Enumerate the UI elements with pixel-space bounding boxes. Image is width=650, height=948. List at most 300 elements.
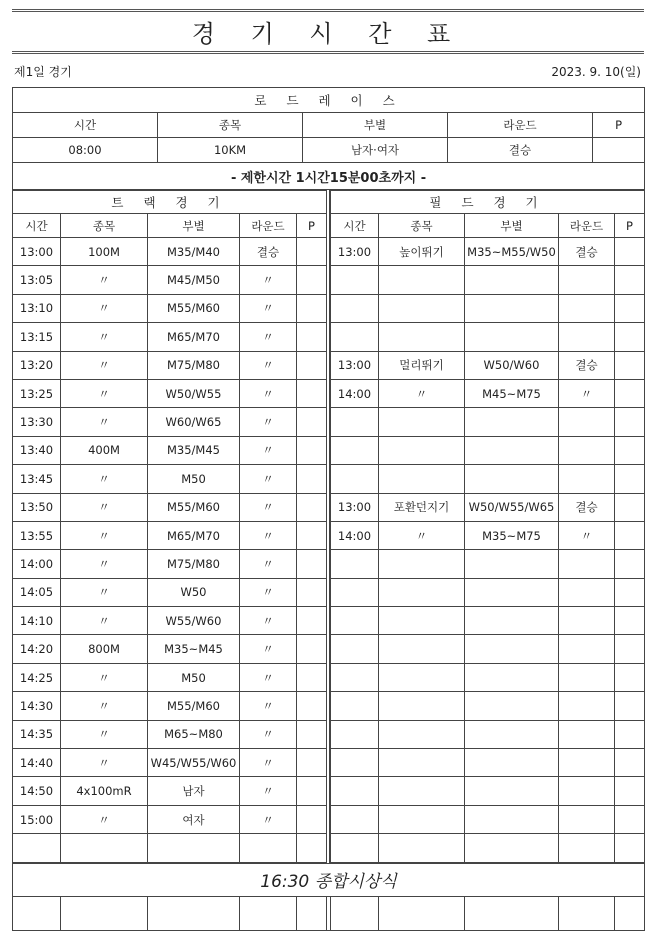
field-row-cell xyxy=(465,805,559,833)
time-limit-note: - 제한시간 1시간15분00초까지 - xyxy=(13,163,645,190)
field-row xyxy=(331,493,645,521)
track-row-cell: 〃 xyxy=(240,692,297,720)
field-row-cell xyxy=(559,749,615,777)
field-row-cell: 결승 xyxy=(559,351,615,379)
field-row-cell: M35~M75 xyxy=(465,521,559,549)
field-row-cell: 멀리뛰기 xyxy=(379,351,465,379)
track-row xyxy=(13,379,327,407)
field-row xyxy=(331,550,645,578)
track-row-cell xyxy=(297,777,327,805)
track-row-cell: M45/M50 xyxy=(148,266,240,294)
track-row-cell: 〃 xyxy=(61,266,148,294)
field-row-cell xyxy=(615,323,645,351)
track-row-cell xyxy=(13,834,61,862)
field-row-cell xyxy=(379,749,465,777)
track-row xyxy=(13,777,327,805)
track-row-cell: 〃 xyxy=(61,692,148,720)
track-row-cell: M50 xyxy=(148,465,240,493)
field-row xyxy=(331,294,645,322)
track-row xyxy=(13,436,327,464)
field-row-cell xyxy=(331,692,379,720)
road-race-title: 로 드 레 이 스 xyxy=(13,88,645,113)
field-row-cell xyxy=(559,692,615,720)
field-row-cell xyxy=(379,465,465,493)
field-header-cell: P xyxy=(615,214,645,238)
track-row-cell: 400M xyxy=(61,436,148,464)
field-row-cell xyxy=(615,578,645,606)
track-row-cell xyxy=(297,692,327,720)
track-row-cell: 〃 xyxy=(61,408,148,436)
track-row-cell xyxy=(297,607,327,635)
track-row-cell: 〃 xyxy=(61,521,148,549)
track-row xyxy=(13,805,327,833)
field-row-cell xyxy=(379,323,465,351)
field-row-cell: 〃 xyxy=(379,521,465,549)
track-row-cell: W60/W65 xyxy=(148,408,240,436)
track-row xyxy=(13,323,327,351)
field-row-cell xyxy=(559,294,615,322)
track-row-cell: 〃 xyxy=(240,521,297,549)
field-row xyxy=(331,805,645,833)
track-row-cell: 〃 xyxy=(61,749,148,777)
field-row-cell: 13:00 xyxy=(331,351,379,379)
track-row-cell: 14:30 xyxy=(13,692,61,720)
road-race-table xyxy=(12,87,645,190)
track-row-cell xyxy=(297,805,327,833)
track-row-cell: 13:40 xyxy=(13,436,61,464)
track-row-cell: 〃 xyxy=(240,493,297,521)
track-row xyxy=(13,663,327,691)
track-row-cell: M65/M70 xyxy=(148,521,240,549)
track-row-cell: 14:10 xyxy=(13,607,61,635)
field-row-cell xyxy=(379,578,465,606)
field-row-cell xyxy=(331,720,379,748)
field-row-cell xyxy=(379,834,465,862)
date-label: 2023. 9. 10(일) xyxy=(551,65,641,79)
track-row-cell: 〃 xyxy=(240,777,297,805)
field-row-cell xyxy=(615,465,645,493)
track-row-cell xyxy=(297,578,327,606)
field-row-cell xyxy=(559,805,615,833)
empty-cell xyxy=(240,896,297,930)
track-row-cell xyxy=(297,379,327,407)
field-row-cell xyxy=(615,607,645,635)
field-row-cell xyxy=(465,550,559,578)
track-row-cell: 〃 xyxy=(240,323,297,351)
track-row xyxy=(13,521,327,549)
field-row-cell xyxy=(559,266,615,294)
field-row-cell xyxy=(379,663,465,691)
track-row-cell: M35~M45 xyxy=(148,635,240,663)
field-row-cell xyxy=(559,635,615,663)
field-row-cell xyxy=(379,635,465,663)
track-row-cell: 13:55 xyxy=(13,521,61,549)
track-row-cell: 〃 xyxy=(61,720,148,748)
field-row xyxy=(331,351,645,379)
field-row-cell xyxy=(615,351,645,379)
field-row-cell xyxy=(559,465,615,493)
empty-cell xyxy=(331,896,379,930)
track-row-cell: W55/W60 xyxy=(148,607,240,635)
field-row-cell xyxy=(465,635,559,663)
field-row-cell xyxy=(615,635,645,663)
track-section xyxy=(12,190,326,863)
field-row xyxy=(331,521,645,549)
field-row-cell xyxy=(559,578,615,606)
track-row-cell xyxy=(148,834,240,862)
field-header-cell: 부별 xyxy=(465,214,559,238)
track-row-cell: 〃 xyxy=(61,493,148,521)
events-split xyxy=(12,190,644,863)
track-row-cell: 〃 xyxy=(240,408,297,436)
track-table xyxy=(12,190,327,863)
track-row xyxy=(13,493,327,521)
field-row-cell xyxy=(379,266,465,294)
field-row-cell: 14:00 xyxy=(331,379,379,407)
field-row-cell: 결승 xyxy=(559,238,615,266)
track-header-cell: P xyxy=(297,214,327,238)
field-row-cell xyxy=(615,720,645,748)
field-row-cell: M35~M55/W50 xyxy=(465,238,559,266)
field-row-cell xyxy=(331,663,379,691)
field-row-cell xyxy=(465,323,559,351)
field-row-cell xyxy=(465,465,559,493)
track-row xyxy=(13,294,327,322)
field-row xyxy=(331,323,645,351)
track-row-cell: 13:45 xyxy=(13,465,61,493)
field-row-cell xyxy=(331,834,379,862)
field-row-cell xyxy=(331,323,379,351)
track-row-cell: 13:50 xyxy=(13,493,61,521)
track-row-cell: 〃 xyxy=(240,635,297,663)
field-row-cell xyxy=(559,323,615,351)
track-row xyxy=(13,692,327,720)
field-row-cell xyxy=(615,663,645,691)
field-row-cell xyxy=(559,777,615,805)
track-row-cell xyxy=(240,834,297,862)
field-row-cell xyxy=(615,266,645,294)
field-row-cell xyxy=(331,266,379,294)
field-row-cell xyxy=(331,465,379,493)
track-row-cell: 〃 xyxy=(61,351,148,379)
track-row-cell: 〃 xyxy=(61,323,148,351)
field-row-cell xyxy=(379,692,465,720)
field-row-cell xyxy=(331,550,379,578)
track-row-cell xyxy=(297,408,327,436)
field-row-cell xyxy=(615,493,645,521)
track-row-cell: M75/M80 xyxy=(148,351,240,379)
field-row-cell xyxy=(331,408,379,436)
track-row-cell: 〃 xyxy=(61,465,148,493)
field-row xyxy=(331,692,645,720)
field-row-cell xyxy=(615,238,645,266)
field-row-cell xyxy=(465,436,559,464)
field-row-cell xyxy=(331,777,379,805)
track-row-cell: 800M xyxy=(61,635,148,663)
track-row-cell: M35/M45 xyxy=(148,436,240,464)
track-row-cell: 14:20 xyxy=(13,635,61,663)
road-cell: 결승 xyxy=(448,138,593,163)
field-row-cell: 13:00 xyxy=(331,493,379,521)
field-row-cell xyxy=(331,749,379,777)
track-row-cell: 〃 xyxy=(240,607,297,635)
empty-cell xyxy=(559,896,615,930)
track-row-cell: 〃 xyxy=(61,805,148,833)
track-row-cell: 13:05 xyxy=(13,266,61,294)
track-row-cell xyxy=(297,436,327,464)
track-row-cell: M55/M60 xyxy=(148,493,240,521)
track-row-cell xyxy=(297,266,327,294)
track-row xyxy=(13,550,327,578)
field-row-cell xyxy=(331,607,379,635)
field-row-cell xyxy=(559,408,615,436)
field-row-cell xyxy=(559,436,615,464)
track-row-cell: M55/M60 xyxy=(148,692,240,720)
page-title: 경 기 시 간 표 xyxy=(12,9,644,54)
field-row xyxy=(331,436,645,464)
track-row-cell xyxy=(297,294,327,322)
road-cell: 08:00 xyxy=(13,138,158,163)
field-row xyxy=(331,749,645,777)
track-row xyxy=(13,465,327,493)
day-label: 제1일 경기 xyxy=(14,65,72,79)
field-row-cell xyxy=(465,749,559,777)
field-row-cell xyxy=(615,805,645,833)
track-row-cell: 4x100mR xyxy=(61,777,148,805)
field-row-cell: M45~M75 xyxy=(465,379,559,407)
field-row-cell: 결승 xyxy=(559,493,615,521)
road-header-cell: 라운드 xyxy=(448,113,593,138)
field-row xyxy=(331,266,645,294)
track-row-cell: W45/W55/W60 xyxy=(148,749,240,777)
field-title: 필 드 경 기 xyxy=(331,191,645,214)
field-row xyxy=(331,777,645,805)
track-row-cell: M55/M60 xyxy=(148,294,240,322)
track-header-cell: 라운드 xyxy=(240,214,297,238)
field-row xyxy=(331,379,645,407)
track-row-cell xyxy=(297,238,327,266)
field-row-cell xyxy=(331,805,379,833)
track-header-row xyxy=(13,214,327,238)
track-row-cell xyxy=(297,521,327,549)
field-row-cell xyxy=(379,777,465,805)
track-row-cell: W50 xyxy=(148,578,240,606)
track-row-cell: 〃 xyxy=(240,294,297,322)
field-row-cell xyxy=(559,834,615,862)
track-row-cell: 13:00 xyxy=(13,238,61,266)
track-row xyxy=(13,351,327,379)
field-row-cell xyxy=(615,834,645,862)
road-header-cell: 종목 xyxy=(158,113,303,138)
field-row-cell xyxy=(331,635,379,663)
field-row-cell: 포환던지기 xyxy=(379,493,465,521)
track-row xyxy=(13,266,327,294)
track-row-cell: 〃 xyxy=(240,749,297,777)
track-row-cell: 〃 xyxy=(240,266,297,294)
track-row-cell: 14:05 xyxy=(13,578,61,606)
track-row xyxy=(13,635,327,663)
field-row xyxy=(331,238,645,266)
track-row-cell: 〃 xyxy=(61,294,148,322)
track-row-cell: 〃 xyxy=(240,436,297,464)
field-row-cell xyxy=(465,663,559,691)
field-table xyxy=(330,190,645,863)
track-row-cell xyxy=(297,720,327,748)
track-row-cell: 15:00 xyxy=(13,805,61,833)
track-row-cell: M75/M80 xyxy=(148,550,240,578)
field-row-cell xyxy=(465,692,559,720)
track-row-cell: 결승 xyxy=(240,238,297,266)
track-row xyxy=(13,408,327,436)
track-row-cell: 〃 xyxy=(240,578,297,606)
schedule-document xyxy=(12,87,644,931)
field-row xyxy=(331,578,645,606)
track-row-cell xyxy=(297,323,327,351)
track-row-cell xyxy=(297,550,327,578)
road-data-row xyxy=(13,138,645,163)
road-cell xyxy=(593,138,645,163)
field-row-cell xyxy=(615,550,645,578)
track-row-cell: 여자 xyxy=(148,805,240,833)
track-header-cell: 종목 xyxy=(61,214,148,238)
field-row-cell xyxy=(615,692,645,720)
field-row-cell xyxy=(615,379,645,407)
track-row-cell xyxy=(297,493,327,521)
empty-cell xyxy=(615,896,645,930)
field-header-cell: 종목 xyxy=(379,214,465,238)
field-row-cell xyxy=(615,408,645,436)
track-row xyxy=(13,720,327,748)
track-row-cell: 14:35 xyxy=(13,720,61,748)
track-row xyxy=(13,607,327,635)
track-row xyxy=(13,238,327,266)
track-row-cell: 〃 xyxy=(240,351,297,379)
track-row-cell: 14:40 xyxy=(13,749,61,777)
road-cell: 남자·여자 xyxy=(303,138,448,163)
field-row-cell xyxy=(559,663,615,691)
track-row-cell xyxy=(297,834,327,862)
field-row-cell xyxy=(331,294,379,322)
track-row-cell xyxy=(297,465,327,493)
empty-cell xyxy=(379,896,465,930)
field-row-cell xyxy=(559,550,615,578)
track-row-cell: 13:20 xyxy=(13,351,61,379)
track-row-cell xyxy=(297,351,327,379)
track-row-cell: 남자 xyxy=(148,777,240,805)
track-header-cell: 시간 xyxy=(13,214,61,238)
field-row-cell: 〃 xyxy=(559,379,615,407)
field-row-cell xyxy=(465,578,559,606)
field-row-cell xyxy=(615,294,645,322)
field-row xyxy=(331,834,645,862)
track-row xyxy=(13,749,327,777)
field-row-cell: 〃 xyxy=(379,379,465,407)
field-row-cell xyxy=(379,607,465,635)
track-row-cell: M35/M40 xyxy=(148,238,240,266)
track-row-cell: 〃 xyxy=(240,720,297,748)
field-header-row xyxy=(331,214,645,238)
track-row-cell: 〃 xyxy=(240,550,297,578)
field-row xyxy=(331,465,645,493)
track-row-cell: W50/W55 xyxy=(148,379,240,407)
field-row-cell: 13:00 xyxy=(331,238,379,266)
track-row-cell: M65/M70 xyxy=(148,323,240,351)
empty-cell xyxy=(13,896,61,930)
field-header-cell: 시간 xyxy=(331,214,379,238)
track-row-cell xyxy=(297,749,327,777)
field-row-cell xyxy=(465,607,559,635)
closing-table xyxy=(12,863,645,931)
field-row-cell xyxy=(465,266,559,294)
track-row-cell: 13:10 xyxy=(13,294,61,322)
track-row xyxy=(13,834,327,862)
field-row-cell xyxy=(465,408,559,436)
field-row-cell xyxy=(379,550,465,578)
field-row-cell: 14:00 xyxy=(331,521,379,549)
track-row-cell: 14:25 xyxy=(13,663,61,691)
field-row-cell xyxy=(465,834,559,862)
track-row-cell: 〃 xyxy=(240,805,297,833)
field-row xyxy=(331,635,645,663)
empty-cell xyxy=(148,896,240,930)
track-row-cell: 〃 xyxy=(61,607,148,635)
track-row-cell: 〃 xyxy=(61,550,148,578)
track-row-cell: 〃 xyxy=(61,379,148,407)
track-row-cell: 13:25 xyxy=(13,379,61,407)
field-row-cell xyxy=(615,777,645,805)
field-row-cell: 높이뛰기 xyxy=(379,238,465,266)
field-row-cell xyxy=(559,607,615,635)
field-row-cell xyxy=(331,436,379,464)
track-row-cell: 〃 xyxy=(240,663,297,691)
empty-cell xyxy=(61,896,148,930)
field-section xyxy=(330,190,644,863)
road-cell: 10KM xyxy=(158,138,303,163)
track-row-cell xyxy=(297,663,327,691)
field-row-cell: 〃 xyxy=(559,521,615,549)
track-row-cell: 14:50 xyxy=(13,777,61,805)
track-row-cell: 〃 xyxy=(240,379,297,407)
field-header-cell: 라운드 xyxy=(559,214,615,238)
field-row-cell xyxy=(615,521,645,549)
track-row-cell: 〃 xyxy=(61,578,148,606)
field-row-cell xyxy=(379,294,465,322)
track-row-cell: M50 xyxy=(148,663,240,691)
empty-cell xyxy=(465,896,559,930)
field-row-cell xyxy=(379,805,465,833)
road-header-cell: 시간 xyxy=(13,113,158,138)
road-header-row xyxy=(13,113,645,138)
track-row-cell xyxy=(297,635,327,663)
track-row-cell: 100M xyxy=(61,238,148,266)
track-row-cell: 〃 xyxy=(240,465,297,493)
empty-cell xyxy=(297,896,327,930)
field-row-cell xyxy=(379,720,465,748)
track-title: 트 랙 경 기 xyxy=(13,191,327,214)
field-row-cell xyxy=(379,408,465,436)
road-header-cell: 부별 xyxy=(303,113,448,138)
closing-ceremony: 16:30 종합시상식 xyxy=(13,863,645,896)
track-header-cell: 부별 xyxy=(148,214,240,238)
track-row-cell xyxy=(61,834,148,862)
field-row-cell xyxy=(465,720,559,748)
field-row xyxy=(331,720,645,748)
track-row-cell: 14:00 xyxy=(13,550,61,578)
field-row-cell: W50/W55/W65 xyxy=(465,493,559,521)
track-row-cell: M65~M80 xyxy=(148,720,240,748)
field-row xyxy=(331,408,645,436)
empty-footer-row xyxy=(13,896,645,930)
